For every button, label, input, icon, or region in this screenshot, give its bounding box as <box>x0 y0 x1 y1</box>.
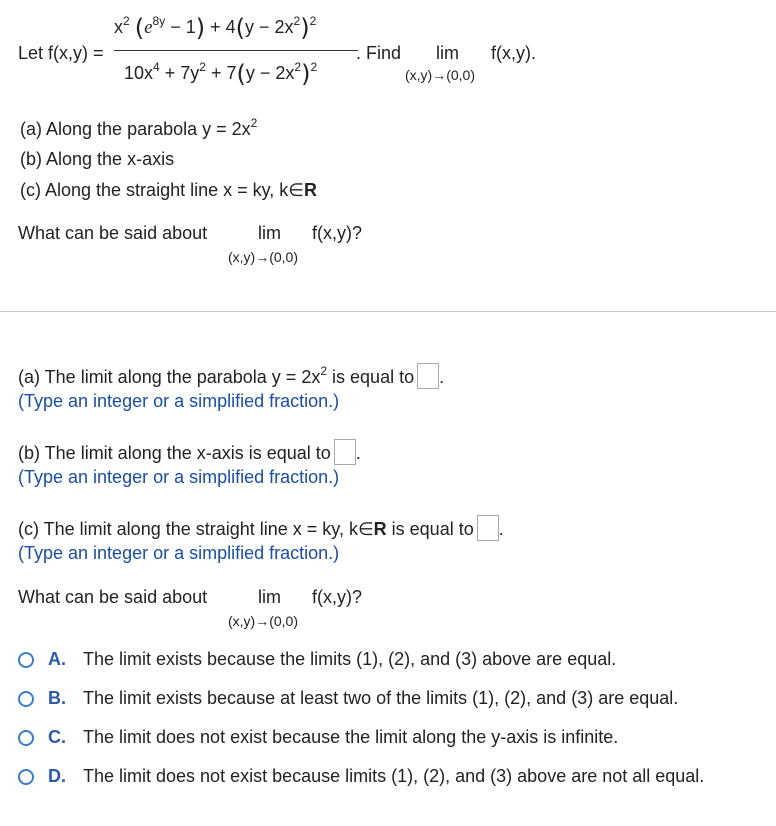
radio-a[interactable] <box>18 652 34 668</box>
answer-a-hint: (Type an integer or a simplified fraction.) <box>18 391 340 411</box>
option-b-text: The limit exists because at least two of the limits (1), (2), and (3) are equal. <box>83 688 679 708</box>
function-label: f(x,y). <box>491 43 536 63</box>
let-label: Let f(x,y) = <box>18 43 104 63</box>
answer-b-hint: (Type an integer or a simplified fraction.) <box>18 467 340 487</box>
fraction-bar <box>114 50 358 51</box>
limit-subscript: (x,y)→(0,0) <box>405 67 475 83</box>
option-c-letter: C. <box>48 727 66 747</box>
part-a-label: (a) Along the parabola $y = 2x^2$ <box>20 116 258 139</box>
option-a-text: The limit exists because the limits (1), (2), and (3) above are equal. <box>83 649 617 669</box>
final-limit-word: lim <box>258 587 281 607</box>
find-label: . Find <box>356 43 402 63</box>
option-d-text: The limit does not exist because limits (1), (2), and (3) above are not all equal. <box>83 766 705 786</box>
question-label: What can be said about <box>18 223 208 243</box>
radio-b[interactable] <box>18 691 34 707</box>
fraction-numerator: $x^2$ $(e^{8y} - 1) + 4(y - 2x^2)^2$ <box>114 14 317 42</box>
final-limit-subscript: (x,y)→(0,0) <box>228 613 298 629</box>
answer-a-input[interactable] <box>417 363 439 389</box>
answer-c-hint: (Type an integer or a simplified fraction.) <box>18 543 340 563</box>
radio-c[interactable] <box>18 730 34 746</box>
final-question-label: What can be said about <box>18 587 208 607</box>
final-function: f(x,y)? <box>312 587 363 607</box>
question-limit-subscript: (x,y)→(0,0) <box>228 249 298 265</box>
fraction-denominator: $10x^4 + 7y^2 + 7(y - 2x^2)^2$ <box>124 60 318 88</box>
answer-b-text: (b) The limit along the x-axis is equal to . <box>18 439 361 465</box>
limit-word: lim <box>436 43 459 63</box>
option-a-letter: A. <box>48 649 66 669</box>
radio-d[interactable] <box>18 769 34 785</box>
answer-c-input[interactable] <box>477 515 499 541</box>
option-b-letter: B. <box>48 688 66 708</box>
section-divider <box>0 311 776 312</box>
answer-c-text: (c) The limit along the straight line x = ky, k∈R is equal to . <box>18 515 504 541</box>
answer-b-input[interactable] <box>334 439 356 465</box>
part-c-label: (c) Along the straight line x = ky, k∈R <box>20 180 317 200</box>
question-function: f(x,y)? <box>312 223 363 243</box>
option-c-text: The limit does not exist because the limit along the y-axis is infinite. <box>83 727 619 747</box>
part-b-label: (b) Along the x-axis <box>20 149 175 169</box>
option-d-letter: D. <box>48 766 66 786</box>
question-limit-word: lim <box>258 223 281 243</box>
answer-a-text: (a) The limit along the parabola $y = 2x^2$ is equal to . <box>18 364 445 387</box>
